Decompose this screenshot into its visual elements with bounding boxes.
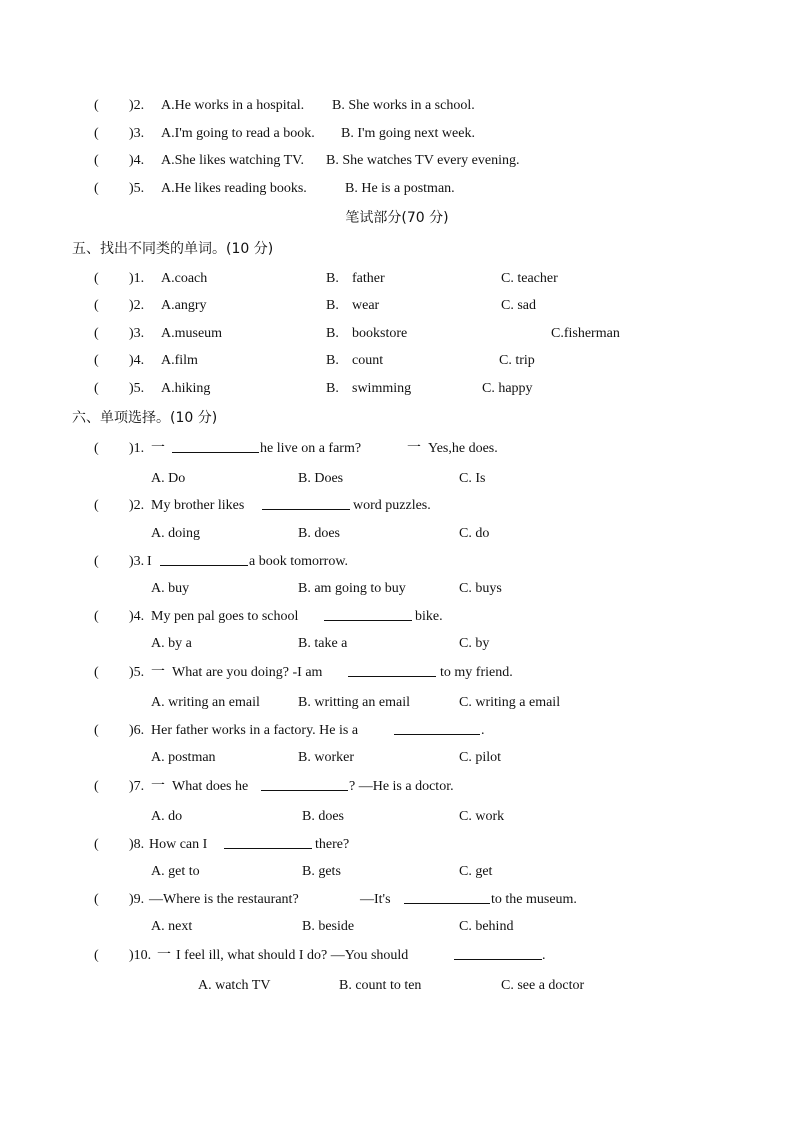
item-number: )2. bbox=[129, 498, 145, 513]
question-text: I feel ill, what should I do? —You should bbox=[176, 948, 409, 963]
option-c: C. happy bbox=[482, 381, 533, 396]
option-a[interactable]: A. next bbox=[151, 919, 193, 934]
option-b[interactable]: B. beside bbox=[302, 919, 355, 934]
item-number: )4. bbox=[129, 353, 145, 368]
item-number: )3. bbox=[129, 326, 145, 341]
option-a: A.hiking bbox=[161, 381, 211, 396]
item-number: )3. bbox=[129, 554, 145, 569]
option-a[interactable]: A. get to bbox=[151, 864, 200, 879]
fill-blank[interactable] bbox=[324, 608, 412, 621]
question-text-end: . bbox=[542, 948, 546, 963]
question-text: Her father works in a factory. He is a bbox=[151, 723, 359, 738]
answer-paren[interactable]: ( bbox=[94, 892, 99, 907]
fill-blank[interactable] bbox=[454, 947, 542, 960]
option-a: A.coach bbox=[161, 271, 208, 286]
option-c: C. teacher bbox=[501, 271, 558, 286]
item-number: )1. bbox=[129, 441, 145, 456]
dash: 一 bbox=[407, 441, 421, 456]
answer-paren[interactable]: ( bbox=[94, 353, 99, 368]
question-text-end: bike. bbox=[415, 609, 443, 624]
option-b: B. He is a postman. bbox=[345, 181, 455, 196]
option-a: A.I'm going to read a book. bbox=[161, 126, 315, 141]
question-text-end: word puzzles. bbox=[353, 498, 431, 513]
question-text: I bbox=[147, 554, 152, 569]
item-number: )9. bbox=[129, 892, 145, 907]
option-c[interactable]: C. behind bbox=[459, 919, 514, 934]
answer-paren[interactable]: ( bbox=[94, 665, 99, 680]
answer-paren[interactable]: ( bbox=[94, 609, 99, 624]
fill-blank[interactable] bbox=[394, 722, 480, 735]
option-b: B. I'm going next week. bbox=[341, 126, 475, 141]
question-text: How can I bbox=[149, 837, 208, 852]
option-c: C. trip bbox=[499, 353, 535, 368]
option-c[interactable]: C. work bbox=[459, 809, 505, 824]
item-number: )3. bbox=[129, 126, 145, 141]
option-a[interactable]: A. postman bbox=[151, 750, 216, 765]
question-text: What does he bbox=[172, 779, 249, 794]
option-b[interactable]: B. does bbox=[302, 809, 344, 824]
question-text: My pen pal goes to school bbox=[151, 609, 299, 624]
option-a: A.He works in a hospital. bbox=[161, 98, 305, 113]
option-b: swimming bbox=[352, 381, 412, 396]
option-a: A.He likes reading books. bbox=[161, 181, 307, 196]
answer-paren[interactable]: ( bbox=[94, 381, 99, 396]
answer-paren[interactable]: ( bbox=[94, 554, 99, 569]
option-b-label: B. bbox=[326, 298, 339, 313]
option-a[interactable]: A. do bbox=[151, 809, 183, 824]
option-c[interactable]: C. Is bbox=[459, 471, 486, 486]
option-b[interactable]: B. count to ten bbox=[339, 978, 422, 993]
question-text-end: . bbox=[481, 723, 485, 738]
question-text-end: to my friend. bbox=[440, 665, 513, 680]
option-b-label: B. bbox=[326, 353, 339, 368]
option-c[interactable]: C. buys bbox=[459, 581, 502, 596]
answer-paren[interactable]: ( bbox=[94, 723, 99, 738]
option-a: A.museum bbox=[161, 326, 223, 341]
section-6-title: 六、单项选择。(10 分) bbox=[72, 410, 218, 426]
question-text: he live on a farm? bbox=[260, 441, 362, 456]
option-c[interactable]: C. by bbox=[459, 636, 490, 651]
option-b: B. She works in a school. bbox=[332, 98, 475, 113]
answer-paren[interactable]: ( bbox=[94, 153, 99, 168]
question-text: What are you doing? -I am bbox=[172, 665, 323, 680]
option-a[interactable]: A. writing an email bbox=[151, 695, 260, 710]
option-c: C. sad bbox=[501, 298, 536, 313]
answer-paren[interactable]: ( bbox=[94, 441, 99, 456]
answer-paren[interactable]: ( bbox=[94, 98, 99, 113]
answer-paren[interactable]: ( bbox=[94, 779, 99, 794]
item-number: )6. bbox=[129, 723, 145, 738]
fill-blank[interactable] bbox=[262, 497, 350, 510]
option-b-label: B. bbox=[326, 381, 339, 396]
item-number: )8. bbox=[129, 837, 145, 852]
fill-blank[interactable] bbox=[172, 440, 259, 453]
answer-paren[interactable]: ( bbox=[94, 126, 99, 141]
option-c[interactable]: C. do bbox=[459, 526, 490, 541]
item-number: )1. bbox=[129, 271, 145, 286]
option-b[interactable]: B. does bbox=[298, 526, 340, 541]
option-b: B. She watches TV every evening. bbox=[326, 153, 520, 168]
answer-paren[interactable]: ( bbox=[94, 837, 99, 852]
section-5-title: 五、找出不同类的单词。(10 分) bbox=[72, 241, 274, 257]
option-a[interactable]: A. watch TV bbox=[198, 978, 271, 993]
option-c: C.fisherman bbox=[551, 326, 620, 341]
question-text: My brother likes bbox=[151, 498, 245, 513]
option-b[interactable]: B. Does bbox=[298, 471, 344, 486]
response-text: —It's bbox=[360, 892, 391, 907]
option-b-label: B. bbox=[326, 326, 339, 341]
option-c[interactable]: C. see a doctor bbox=[501, 978, 585, 993]
option-a[interactable]: A. buy bbox=[151, 581, 190, 596]
question-text-end: to the museum. bbox=[491, 892, 577, 907]
option-b: count bbox=[352, 353, 384, 368]
item-number: )5. bbox=[129, 665, 145, 680]
item-number: )10. bbox=[129, 948, 152, 963]
answer-paren[interactable]: ( bbox=[94, 298, 99, 313]
fill-blank[interactable] bbox=[261, 778, 348, 791]
item-number: )5. bbox=[129, 381, 145, 396]
item-number: )5. bbox=[129, 181, 145, 196]
option-b[interactable]: B. gets bbox=[302, 864, 341, 879]
option-c[interactable]: C. pilot bbox=[459, 750, 502, 765]
question-text-end: a book tomorrow. bbox=[249, 554, 349, 569]
item-number: )7. bbox=[129, 779, 145, 794]
fill-blank[interactable] bbox=[348, 664, 436, 677]
option-b[interactable]: B. am going to buy bbox=[298, 581, 406, 596]
item-number: )2. bbox=[129, 98, 145, 113]
response-text: Yes,he does. bbox=[428, 441, 498, 456]
dash: 一 bbox=[157, 948, 171, 963]
fill-blank[interactable] bbox=[404, 891, 490, 904]
answer-paren[interactable]: ( bbox=[94, 498, 99, 513]
question-text-end: ? —He is a doctor. bbox=[349, 779, 454, 794]
item-number: )2. bbox=[129, 298, 145, 313]
written-part-title: 笔试部分(70 分) bbox=[345, 210, 449, 226]
dash: 一 bbox=[151, 441, 165, 456]
question-text: —Where is the restaurant? bbox=[149, 892, 299, 907]
option-b[interactable]: B. worker bbox=[298, 750, 354, 765]
option-a[interactable]: A. doing bbox=[151, 526, 200, 541]
answer-paren[interactable]: ( bbox=[94, 181, 99, 196]
dash: 一 bbox=[151, 779, 165, 794]
option-b: father bbox=[352, 271, 385, 286]
fill-blank[interactable] bbox=[160, 553, 248, 566]
option-b[interactable]: B. writting an email bbox=[298, 695, 410, 710]
option-c[interactable]: C. get bbox=[459, 864, 493, 879]
option-a: A.angry bbox=[161, 298, 207, 313]
item-number: )4. bbox=[129, 153, 145, 168]
option-a: A.She likes watching TV. bbox=[161, 153, 304, 168]
option-a[interactable]: A. Do bbox=[151, 471, 186, 486]
answer-paren[interactable]: ( bbox=[94, 948, 99, 963]
fill-blank[interactable] bbox=[224, 836, 312, 849]
question-text-end: there? bbox=[315, 837, 350, 852]
option-b: wear bbox=[352, 298, 380, 313]
answer-paren[interactable]: ( bbox=[94, 271, 99, 286]
option-a: A.film bbox=[161, 353, 198, 368]
option-a[interactable]: A. by a bbox=[151, 636, 192, 651]
option-b: bookstore bbox=[352, 326, 408, 341]
option-b-label: B. bbox=[326, 271, 339, 286]
item-number: )4. bbox=[129, 609, 145, 624]
dash: 一 bbox=[151, 665, 165, 680]
answer-paren[interactable]: ( bbox=[94, 326, 99, 341]
option-c[interactable]: C. writing a email bbox=[459, 695, 561, 710]
option-b[interactable]: B. take a bbox=[298, 636, 348, 651]
